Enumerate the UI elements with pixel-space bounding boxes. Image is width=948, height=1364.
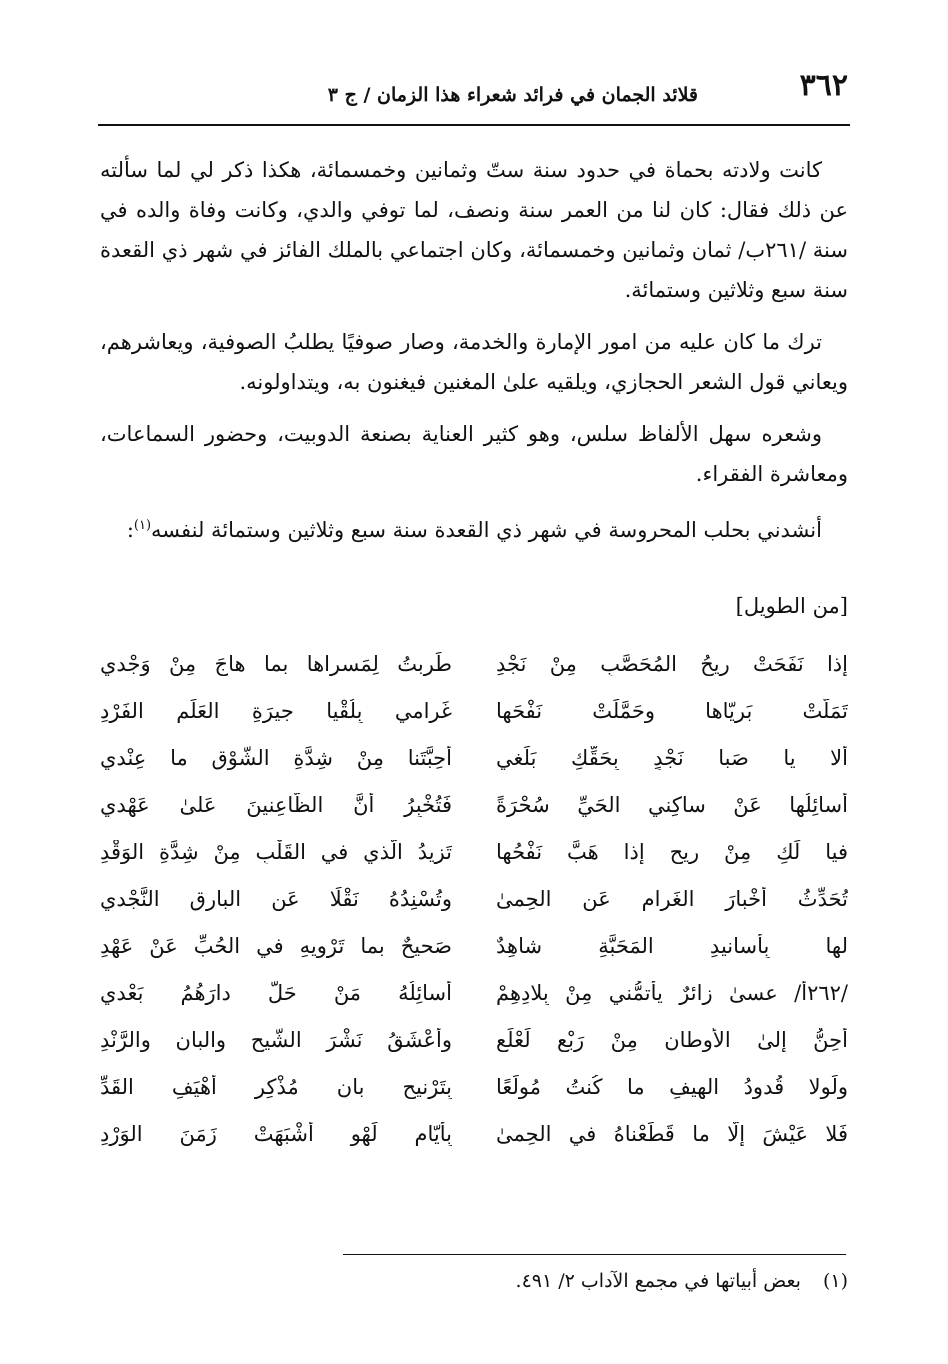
footnote-marker: (١): [822, 1270, 848, 1292]
first-hemistich: /٢٦٢أ/ عسىٰ زائرٌ يأتمُّني مِنْ بِلادِهِمْ: [496, 980, 848, 1005]
footnote: [516, 1270, 848, 1292]
verse-line: [100, 640, 848, 687]
second-hemistich: صَحيحٌ بما تَرْويهِ في الحُبِّ عَنْ عَهْدِ: [100, 933, 452, 958]
poem-intro: [100, 506, 848, 550]
verse-line: [100, 781, 848, 828]
poem-intro-text: أنشدني بحلب المحروسة في شهر ذي القعدة سنة سبع وثلاثين وستمائة لنفسه: [151, 518, 822, 542]
body-text: [100, 150, 848, 562]
paragraph-birth: كانت ولادته بحماة في حدود سنة ستّ وثمانين وخمسمائة، هكذا ذكر لي لما سألته عن ذلك فقال: كان لنا من العمر سنة ونصف، لما توفي والدي، وكانت وفاة والده في سنة /٢٦١ب/ ثمان وثمانين وخمسمائة، وكان اجتماعي بالملك الفائز في شهر ذي القعدة سنة سبع وثلاثين وستمائة.: [100, 158, 848, 302]
poem-meter: [من الطويل]: [735, 594, 848, 618]
first-hemistich: لها بِأسانيدِ المَحَبَّةِ شاهِدٌ: [496, 933, 848, 958]
second-hemistich: وأعْشَقُ نَشْرَ الشّيحِ والبانِ والرَّنْدِ: [100, 1027, 452, 1052]
verse-line: [100, 687, 848, 734]
second-hemistich: أُسائِلُهُ مَنْ حَلَّ دارَهُمُ بَعْدي: [100, 980, 452, 1005]
second-hemistich: أحِبَّتَنا مِنْ شِدَّةِ الشَّوْقِ ما عِنْدي: [100, 745, 452, 770]
verse-line: [100, 922, 848, 969]
second-hemistich: تَزيدُ الَّذي في القَلْبِ مِنْ شِدَّةِ الوَقْدِ: [100, 839, 452, 864]
verse-line: [100, 969, 848, 1016]
first-hemistich: أحِنُّ إلىٰ الأوطانِ مِنْ رَبْعِ لَعْلَعٍ: [496, 1027, 848, 1052]
poem: [100, 640, 848, 1157]
running-title: قلائد الجمان في فرائد شعراء هذا الزمان / ج ٣: [327, 84, 698, 106]
second-hemistich: بِأيّامِ لَهْوٍ أشْبَهَتْ زَمَنَ الوَرْدِ: [100, 1121, 452, 1146]
poem-intro-tail: :: [126, 518, 134, 542]
header-rule: [98, 124, 850, 126]
second-hemistich: غَرامي بِلُقْيا جيرَةِ العَلَمِ الفَرْدِ: [100, 698, 452, 723]
paragraph-sufism: ترك ما كان عليه من امور الإمارة والخدمة، وصار صوفيًا يطلبُ الصوفية، ويعاشرهم، ويعاني قول الشعر الحجازي، ويلقيه علىٰ المغنين فيغنون به، ويتداولونه.: [100, 330, 848, 394]
page-number: ٣٦٢: [799, 68, 848, 103]
verse-line: [100, 734, 848, 781]
first-hemistich: تُحَدِّثُ أخْبارَ الغَرامِ عَنِ الحِمىٰ: [496, 886, 848, 911]
second-hemistich: بِتَرْنيحِ بانٍ مُذْكِرٍ أهْيَفِ القَدِّ: [100, 1074, 452, 1099]
second-hemistich: وتُسْنِدُهُ نَقْلًا عَنِ البارِقِ النَّجْدي: [100, 886, 452, 911]
verse-line: [100, 828, 848, 875]
verse-line: [100, 1110, 848, 1157]
second-hemistich: فَتُخْبِرُ أنَّ الظّاعِنينَ عَلىٰ عَهْدي: [100, 792, 452, 817]
footnote-rule: [343, 1254, 846, 1255]
page-header: [100, 62, 848, 120]
first-hemistich: إذا نَفَحَتْ ريحُ المُحَصَّبِ مِنْ نَجْدِ: [496, 651, 848, 676]
first-hemistich: أُسائِلُها عَنْ ساكِني الحَيِّ سُحْرَةً: [496, 792, 848, 817]
second-hemistich: طَرِبتُ لِمَسراها بما هاجَ مِنْ وَجْدي: [100, 651, 452, 676]
footnote-text: بعض أبياتها في مجمع الآداب ٢/ ٤٩١.: [515, 1270, 801, 1292]
first-hemistich: ألا يا صَبا نَجْدٍ بِحَقِّكِ بَلِّغي: [496, 745, 848, 770]
first-hemistich: فيا لَكِ مِنْ ريحٍ إذا هَبَّ نَفْحُها: [496, 839, 848, 864]
verse-line: [100, 1016, 848, 1063]
footnote-reference: (١): [133, 518, 152, 533]
paragraph-poetry: وشعره سهل الألفاظ سلس، وهو كثير العناية بصنعة الدوبيت، وحضور السماعات، ومعاشرة الفقراء.: [100, 422, 848, 486]
verse-line: [100, 1063, 848, 1110]
first-hemistich: تَمَلَّتْ بَرِيّاها وحَمَّلَتْ نَفْحَها: [496, 698, 848, 723]
verse-line: [100, 875, 848, 922]
first-hemistich: ولَولا قُدودُ الهِيفِ ما كُنتُ مُولَعًا: [496, 1074, 848, 1099]
first-hemistich: فَلا عَيْشَ إلّا ما قَطَعْناهُ في الحِمىٰ: [496, 1121, 848, 1146]
